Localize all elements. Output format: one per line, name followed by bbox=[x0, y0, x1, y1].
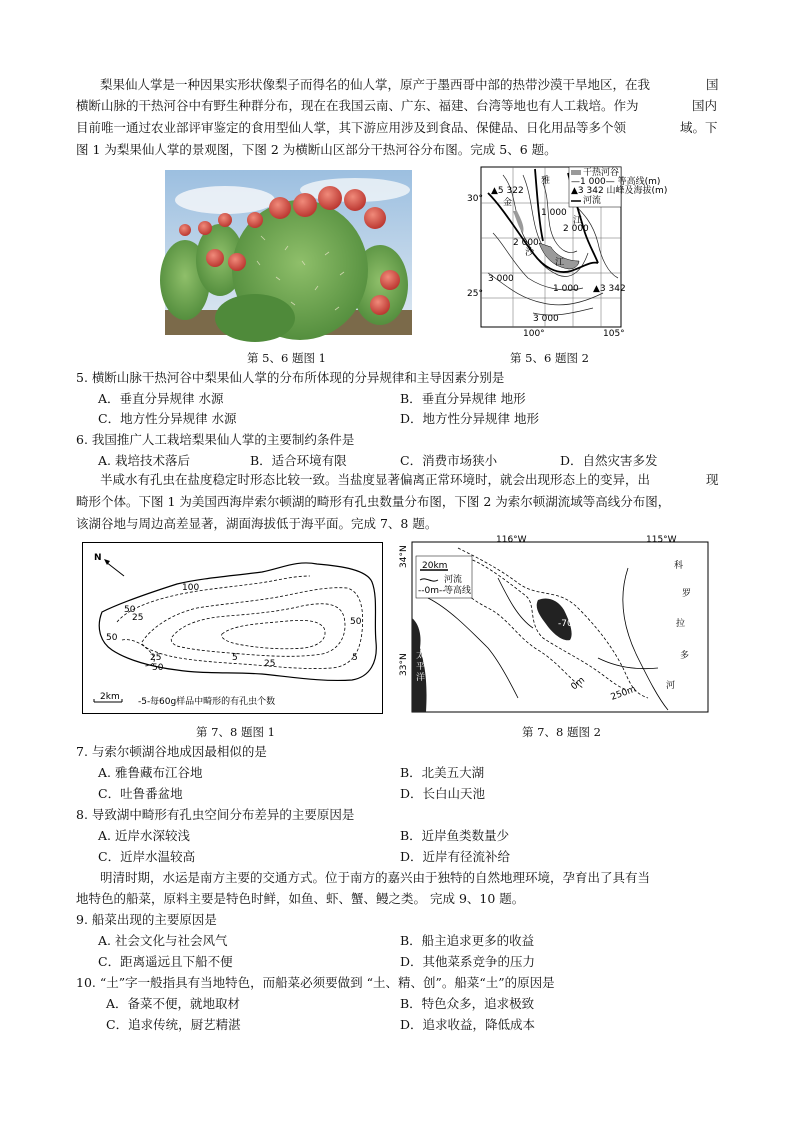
q7-option-b[interactable]: B．北美五大湖 bbox=[400, 765, 485, 780]
svg-text:5: 5 bbox=[232, 653, 238, 663]
passage3-line2: 地特色的船菜，原料主要是特色时鲜，如鱼、虾、蟹、鳗之类。 完成 9、10 题。 bbox=[76, 891, 525, 906]
q6-stem: 6. 我国推广人工栽培梨果仙人掌的主要制约条件是 bbox=[76, 432, 355, 447]
svg-text:干热河谷: 干热河谷 bbox=[583, 168, 620, 178]
q5-option-c[interactable]: C．地方性分异规律 水源 bbox=[98, 411, 237, 426]
svg-text:115°W: 115°W bbox=[646, 535, 677, 545]
svg-text:等高线: 等高线 bbox=[444, 586, 472, 596]
svg-text:20km: 20km bbox=[422, 561, 448, 571]
q9-option-d[interactable]: D．其他菜系竞争的压力 bbox=[400, 954, 536, 969]
svg-text:-5-: -5- bbox=[138, 697, 151, 707]
q9-option-a[interactable]: A. 社会文化与社会风气 bbox=[98, 933, 228, 948]
q10-option-b[interactable]: B．特色众多，追求极致 bbox=[400, 996, 535, 1011]
passage1-line4: 图 1 为梨果仙人掌的景观图，下图 2 为横断山区部分干热河谷分布图。完成 5、6 题。 bbox=[76, 142, 557, 157]
lon-100: 100° bbox=[523, 329, 545, 339]
svg-text:多: 多 bbox=[680, 651, 690, 661]
svg-text:沙: 沙 bbox=[525, 248, 535, 258]
q9-option-b[interactable]: B．船主追求更多的收益 bbox=[400, 933, 535, 948]
q8-option-b[interactable]: B．近岸鱼类数量少 bbox=[400, 828, 510, 843]
svg-text:江: 江 bbox=[573, 216, 583, 226]
lon-105: 105° bbox=[603, 329, 625, 339]
salton-watershed-map bbox=[398, 535, 710, 714]
q5-option-b[interactable]: B．垂直分异规律 地形 bbox=[400, 391, 526, 406]
q5-option-a[interactable]: A．垂直分异规律 水源 bbox=[98, 391, 224, 406]
q8-stem: 8. 导致湖中畸形有孔虫空间分布差异的主要原因是 bbox=[76, 807, 355, 822]
svg-text:50: 50 bbox=[124, 605, 136, 615]
q9-option-c[interactable]: C．距离遥远且下船不便 bbox=[98, 954, 233, 969]
svg-text:2 000: 2 000 bbox=[563, 224, 589, 234]
svg-text:3 000: 3 000 bbox=[488, 274, 514, 284]
svg-text:25: 25 bbox=[132, 613, 144, 623]
caption-fig78-2: 第 7、8 题图 2 bbox=[522, 725, 601, 739]
svg-text:太: 太 bbox=[416, 651, 426, 661]
svg-text:—1 000— 等高线(m): —1 000— 等高线(m) bbox=[571, 177, 661, 187]
svg-text:3 000: 3 000 bbox=[533, 314, 559, 324]
passage2-line1-tail: 现 bbox=[706, 472, 719, 487]
svg-text:金: 金 bbox=[503, 198, 513, 208]
svg-text:河流: 河流 bbox=[444, 575, 463, 585]
caption-fig56-1: 第 5、6 题图 1 bbox=[247, 351, 326, 365]
caption-fig56-2: 第 5、6 题图 2 bbox=[510, 351, 589, 365]
q7-option-c[interactable]: C．吐鲁番盆地 bbox=[98, 786, 183, 801]
q8-option-c[interactable]: C．近岸水温较高 bbox=[98, 849, 196, 864]
q6-option-d[interactable]: D．自然灾害多发 bbox=[560, 453, 658, 468]
svg-text:33°N: 33°N bbox=[399, 653, 409, 676]
passage1-line3a: 目前唯一通过农业部评审鉴定的食用型仙人掌，其下游应用涉及到食品、保健品、日化用品等多个领 bbox=[76, 120, 627, 135]
q6-option-a[interactable]: A. 栽培技术落后 bbox=[98, 453, 190, 468]
q8-option-d[interactable]: D．近岸有径流补给 bbox=[400, 849, 511, 864]
svg-text:2 000: 2 000 bbox=[513, 238, 539, 248]
foraminifera-map bbox=[82, 542, 383, 714]
svg-text:250m: 250m bbox=[609, 684, 638, 703]
q10-option-a[interactable]: A．备菜不便，就地取材 bbox=[106, 996, 241, 1011]
passage1-line2-tail: 国内 bbox=[692, 98, 718, 113]
svg-text:-70m: -70m bbox=[558, 619, 582, 629]
svg-text:洋: 洋 bbox=[416, 673, 426, 683]
svg-text:▲3 342: ▲3 342 bbox=[593, 284, 626, 294]
svg-text:116°W: 116°W bbox=[496, 535, 527, 545]
svg-text:河: 河 bbox=[666, 681, 676, 691]
svg-text:1 000: 1 000 bbox=[553, 284, 579, 294]
q8-option-a[interactable]: A. 近岸水深较浅 bbox=[98, 828, 190, 843]
svg-text:平: 平 bbox=[416, 662, 426, 672]
passage2-line2: 畸形个体。下图 1 为美国西海岸索尔顿湖的畸形有孔虫数量分布图，下图 2 为索尔顿湖流域等高线分布图， bbox=[76, 494, 671, 509]
hengduan-map bbox=[467, 163, 668, 339]
peak-a-label: 5 322 bbox=[497, 186, 524, 196]
caption-fig78-1: 第 7、8 题图 1 bbox=[196, 725, 275, 739]
passage1-line1-tail: 国 bbox=[706, 77, 719, 92]
svg-text:50: 50 bbox=[106, 633, 118, 643]
svg-text:科: 科 bbox=[674, 561, 684, 571]
q10-stem: 10. “土”字一般指具有当地特色，而船菜必须要做到 “土、精、创”。船菜“土”的原因是 bbox=[76, 975, 555, 990]
svg-text:▲3 342 山峰及海拔(m): ▲3 342 山峰及海拔(m) bbox=[571, 186, 668, 196]
q7-option-d[interactable]: D．长白山天池 bbox=[400, 786, 486, 801]
svg-text:▲5 322: ▲5 322 bbox=[491, 186, 524, 196]
svg-text:100: 100 bbox=[182, 583, 200, 593]
svg-text:河流: 河流 bbox=[583, 196, 602, 206]
svg-text:雅: 雅 bbox=[541, 176, 551, 186]
svg-text:0m: 0m bbox=[569, 675, 588, 693]
svg-text:N: N bbox=[94, 553, 102, 563]
svg-text:25: 25 bbox=[264, 659, 276, 669]
cactus-photo bbox=[165, 170, 412, 335]
svg-text:5: 5 bbox=[352, 653, 358, 663]
q5-stem: 5. 横断山脉干热河谷中梨果仙人掌的分布所体现的分异规律和主导因素分别是 bbox=[76, 370, 505, 385]
passage1-line3b: 域。下 bbox=[680, 120, 718, 135]
q5-option-d[interactable]: D．地方性分异规律 地形 bbox=[400, 411, 539, 426]
svg-text:50: 50 bbox=[350, 617, 362, 627]
q10-option-d[interactable]: D．追求收益，降低成本 bbox=[400, 1017, 536, 1032]
svg-text:50: 50 bbox=[152, 663, 164, 673]
lat-30: 30° bbox=[467, 194, 483, 204]
q6-option-b[interactable]: B．适合环境有限 bbox=[250, 453, 347, 468]
svg-text:--0m--: --0m-- bbox=[418, 586, 446, 596]
peak-b-label: 3 342 bbox=[599, 284, 626, 294]
svg-text:拉: 拉 bbox=[676, 619, 686, 629]
svg-text:罗: 罗 bbox=[682, 589, 692, 599]
q6-option-c[interactable]: C．消费市场狭小 bbox=[400, 453, 498, 468]
svg-text:1 000: 1 000 bbox=[541, 208, 567, 218]
svg-text:每60g样品中畸形的有孔虫个数: 每60g样品中畸形的有孔虫个数 bbox=[150, 697, 276, 707]
passage2-line1: 半咸水有孔虫在盐度稳定时形态比较一致。当盐度显著偏离正常环境时，就会出现形态上的变异，出 bbox=[100, 472, 651, 487]
svg-text:34°N: 34°N bbox=[399, 545, 409, 568]
q9-stem: 9. 船菜出现的主要原因是 bbox=[76, 912, 217, 927]
q7-option-a[interactable]: A. 雅鲁藏布江谷地 bbox=[98, 765, 203, 780]
passage1-line1: 梨果仙人掌是一种因果实形状像梨子而得名的仙人掌，原产于墨西哥中部的热带沙漠干旱地区，在我 bbox=[100, 77, 651, 92]
passage2-line3: 该湖谷地与周边高差显著，湖面海拔低于海平面。完成 7、8 题。 bbox=[76, 516, 438, 531]
passage1-line2: 横断山脉的干热河谷中有野生种群分布，现在在我国云南、广东、福建、台湾等地也有人工栽培。作为 bbox=[76, 98, 639, 113]
svg-text:25: 25 bbox=[150, 653, 162, 663]
svg-text:2km: 2km bbox=[100, 692, 120, 702]
svg-text:江: 江 bbox=[555, 258, 565, 268]
q7-stem: 7. 与索尔顿湖谷地成因最相似的是 bbox=[76, 744, 267, 759]
q10-option-c[interactable]: C．追求传统，厨艺精湛 bbox=[106, 1017, 241, 1032]
lat-25: 25° bbox=[467, 289, 483, 299]
passage3-line1: 明清时期，水运是南方主要的交通方式。位于南方的嘉兴由于独特的自然地理环境，孕育出了具有当 bbox=[100, 870, 651, 885]
